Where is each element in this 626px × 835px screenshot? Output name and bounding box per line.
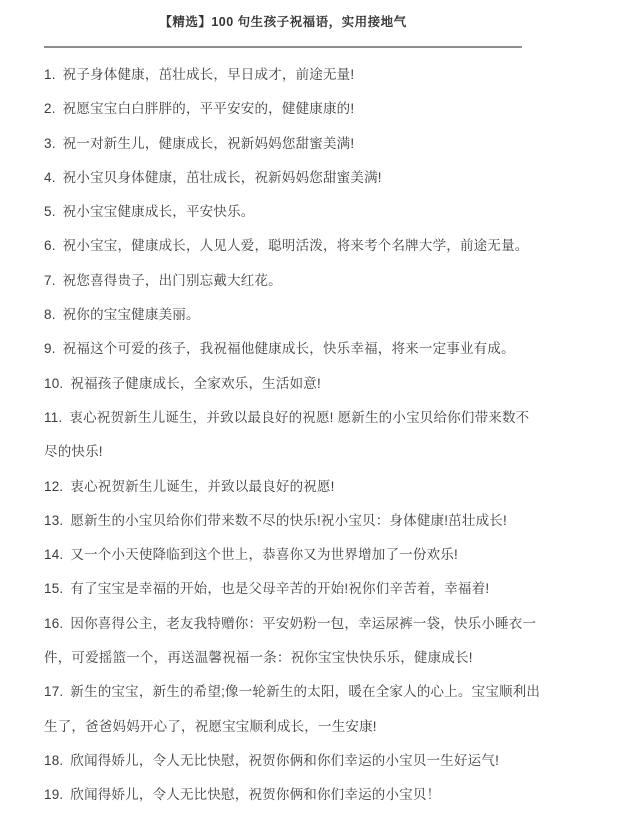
item-text: 祝福这个可爱的孩子，我祝福他健康成长，快乐幸福，将来一定事业有成。 bbox=[62, 341, 515, 357]
item-text: 愿新生的小宝贝给你们带来数不尽的快乐!祝小宝贝：身体健康!茁壮成长! bbox=[70, 512, 507, 528]
item-number: 18. bbox=[44, 752, 64, 768]
item-text: 祝福孩子健康成长，全家欢乐，生活如意! bbox=[70, 375, 321, 391]
document-content bbox=[44, 0, 541, 813]
item-text: 祝你的宝宝健康美丽。 bbox=[62, 307, 200, 323]
list-item bbox=[44, 298, 522, 332]
item-number: 12. bbox=[44, 478, 64, 494]
item-number: 16. bbox=[44, 615, 64, 631]
item-text: 欣闻得娇儿，令人无比快慰，祝贺你俩和你们幸运的小宝贝一生好运气! bbox=[70, 752, 500, 768]
list-item bbox=[44, 58, 522, 92]
item-text: 祝小宝贝身体健康，茁壮成长，祝新妈妈您甜蜜美满! bbox=[62, 169, 382, 185]
item-text: 衷心祝贺新生儿诞生，并致以最良好的祝愿! bbox=[70, 478, 335, 494]
item-text: 衷心祝贺新生儿诞生，并致以最良好的祝愿! 愿新生的小宝贝给你们带来数不 bbox=[69, 409, 530, 425]
list-item bbox=[44, 367, 522, 401]
item-number: 17. bbox=[44, 684, 64, 700]
item-number: 5. bbox=[44, 204, 56, 220]
item-number: 4. bbox=[44, 169, 56, 185]
item-text: 新生的宝宝，新生的希望;像一轮新生的太阳，暖在全家人的心上。宝宝顺利出 bbox=[70, 684, 541, 700]
header-divider bbox=[44, 46, 522, 48]
item-number: 15. bbox=[44, 581, 64, 597]
item-number: 7. bbox=[44, 272, 56, 288]
item-text: 欣闻得娇儿，令人无比快慰，祝贺你俩和你们幸运的小宝贝！ bbox=[70, 787, 441, 803]
list-item-continuation: 尽的快乐! bbox=[44, 444, 103, 460]
item-number: 10. bbox=[44, 375, 64, 391]
item-text: 有了宝宝是幸福的开始，也是父母辛苦的开始!祝你们辛苦着，幸福着! bbox=[70, 581, 490, 597]
item-number: 6. bbox=[44, 238, 56, 254]
item-number: 14. bbox=[44, 547, 64, 563]
item-text: 祝子身体健康，茁壮成长，早日成才，前途无量! bbox=[62, 67, 355, 82]
page-title: 【精选】100 句生孩子祝福语，实用接地气 bbox=[159, 15, 407, 29]
list-item-continuation: 件，可爱摇篮一个，再送温馨祝福一条：祝你宝宝快快乐乐，健康成长! bbox=[44, 650, 473, 666]
item-text: 祝小宝宝，健康成长，人见人爱，聪明活泼，将来考个名牌大学，前途无量。 bbox=[62, 238, 529, 254]
item-text: 又一个小天使降临到这个世上，恭喜你又为世界增加了一份欢乐! bbox=[70, 547, 458, 563]
list-item bbox=[44, 229, 529, 263]
item-text: 祝小宝宝健康成长，平安快乐。 bbox=[62, 204, 255, 220]
item-number: 3. bbox=[44, 135, 56, 151]
item-text: 因你喜得公主，老友我特赠你：平安奶粉一包，幸运尿裤一袋，快乐小睡衣一 bbox=[70, 615, 537, 631]
list-item bbox=[44, 607, 537, 641]
item-number: 9. bbox=[44, 341, 56, 357]
list-item bbox=[44, 127, 522, 161]
list-item bbox=[44, 92, 522, 126]
item-number: 8. bbox=[44, 307, 56, 323]
blessing-list bbox=[44, 58, 541, 813]
item-number: 1. bbox=[44, 67, 56, 82]
item-number: 13. bbox=[44, 512, 64, 528]
list-item bbox=[44, 161, 522, 195]
list-item bbox=[44, 195, 522, 229]
list-item bbox=[44, 401, 530, 435]
list-item bbox=[44, 538, 522, 572]
list-item bbox=[44, 470, 522, 504]
list-item bbox=[44, 504, 522, 538]
list-item-continuation: 生了，爸爸妈妈开心了，祝愿宝宝顺利成长，一生安康! bbox=[44, 718, 377, 734]
list-item bbox=[44, 675, 541, 709]
item-number: 19. bbox=[44, 787, 64, 803]
item-number: 2. bbox=[44, 101, 56, 117]
list-item bbox=[44, 332, 522, 366]
list-item bbox=[44, 264, 522, 298]
item-text: 祝您喜得贵子，出门别忘戴大红花。 bbox=[62, 272, 282, 288]
item-text: 祝一对新生儿，健康成长，祝新妈妈您甜蜜美满! bbox=[62, 135, 355, 151]
item-text: 祝愿宝宝白白胖胖的，平平安安的，健健康康的! bbox=[62, 101, 355, 117]
item-number: 11. bbox=[44, 409, 63, 425]
list-item bbox=[44, 744, 522, 778]
list-item bbox=[44, 778, 522, 812]
list-item bbox=[44, 572, 522, 606]
